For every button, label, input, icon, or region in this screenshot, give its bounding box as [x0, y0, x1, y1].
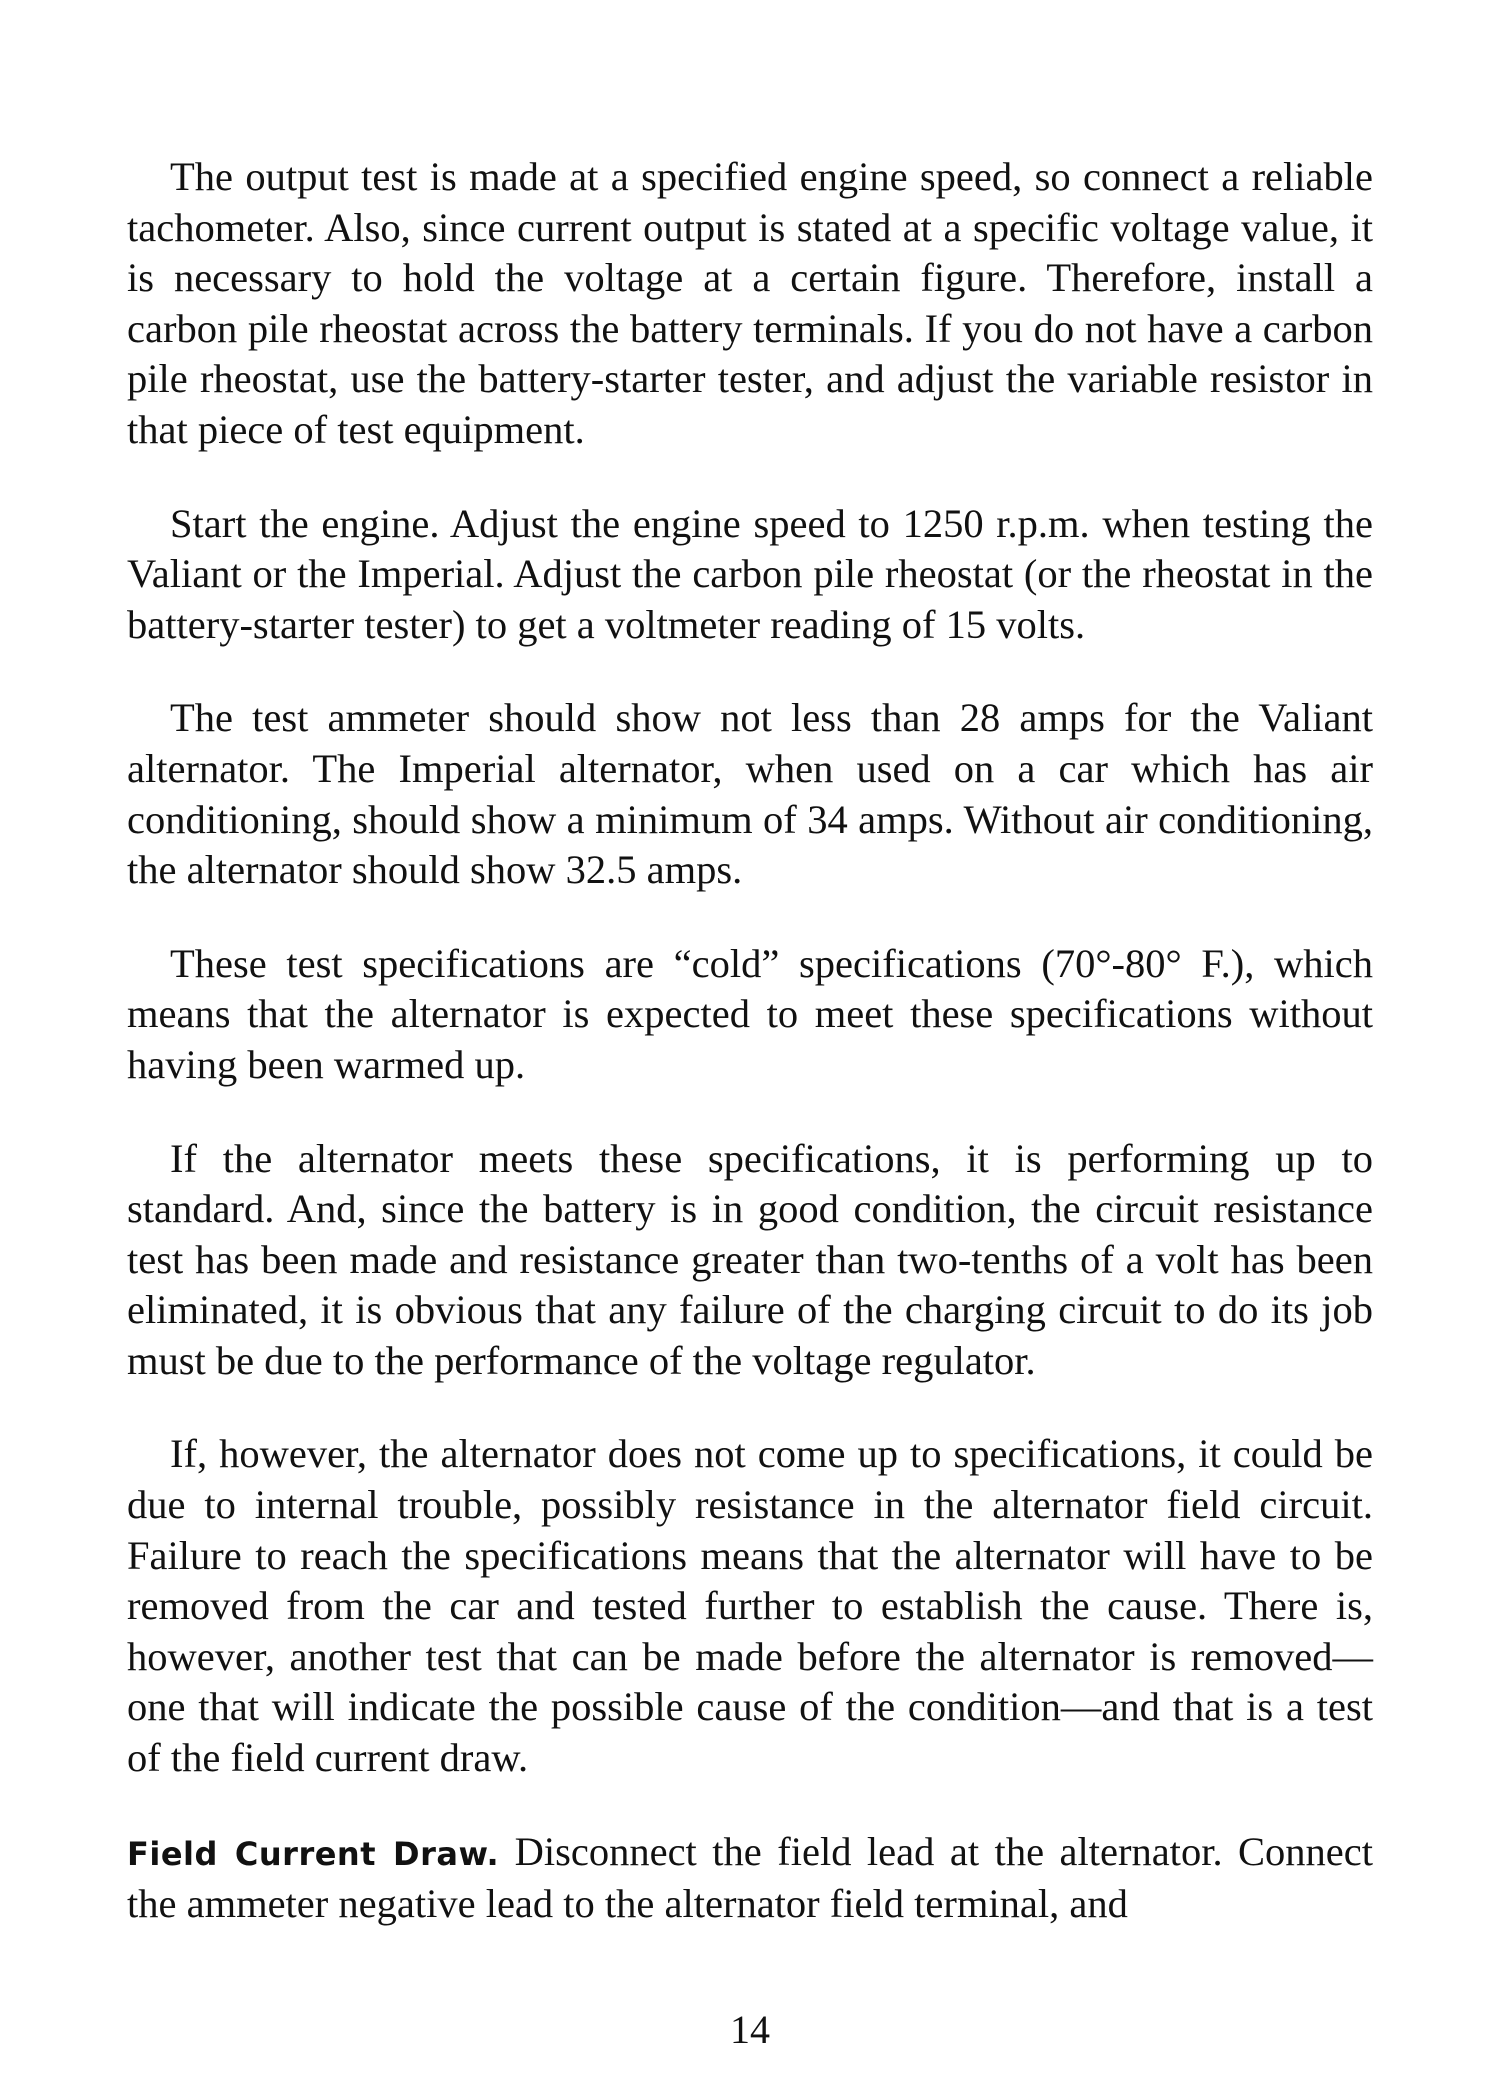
section-heading: Field Current Draw. [127, 1834, 500, 1873]
section-field-current-draw [127, 1827, 1373, 1930]
paragraph-meets-specifications: If the alternator meets these specifications, it is performing up to standard. And, since the battery is in good condition, the circuit resistance test has been made and resistance greater than two-tenths of a volt has been eliminated, it is obvious that any failure of the charging circuit to do its job must be due to the performance of the voltage regulator. [127, 1135, 1373, 1383]
body-text [127, 152, 1373, 1930]
paragraph-cold-specifications: These test specifications are “cold” specifications (70°-80° F.), which means that the alternator is expected to meet these specifications without having been warmed up. [127, 940, 1373, 1087]
page-number: 14 [730, 2007, 770, 2052]
paragraph-output-test: The output test is made at a specified engine speed, so connect a reliable tachometer. Also, since current output is stated at a specific voltage value, it is necessary to hold the voltage at a certain figure. Therefore, install a carbon pile rheostat across the battery terminals. If you do not have a carbon pile rheostat, use the battery-starter tester, and adjust the variable resistor in that piece of test equipment. [127, 154, 1373, 452]
paragraph-internal-trouble: If, however, the alternator does not come up to specifications, it could be due to internal trouble, possibly resistance in the alternator field circuit. Failure to reach the specifications means that the alternator will have to be removed from the car and tested further to establish the cause. There is, however, another test that can be made before the alternator is removed—one that will indicate the possible cause of the condition—and that is a test of the field current draw. [127, 1431, 1373, 1781]
paragraph-ammeter-reading: The test ammeter should show not less than 28 amps for the Valiant alternator. The Imperial alternator, when used on a car which has air conditioning, should show a minimum of 34 amps. Without air conditioning, the alternator should show 32.5 amps. [127, 695, 1373, 893]
section-text: Disconnect the field lead at the alternator. Connect the ammeter negative lead to the alternator field terminal, and [127, 1828, 1374, 1927]
paragraph-start-engine: Start the engine. Adjust the engine speed to 1250 r.p.m. when testing the Valiant or the Imperial. Adjust the carbon pile rheostat (or the rheostat in the battery-starter tester) to get a voltmeter reading of 15 volts. [127, 500, 1373, 647]
